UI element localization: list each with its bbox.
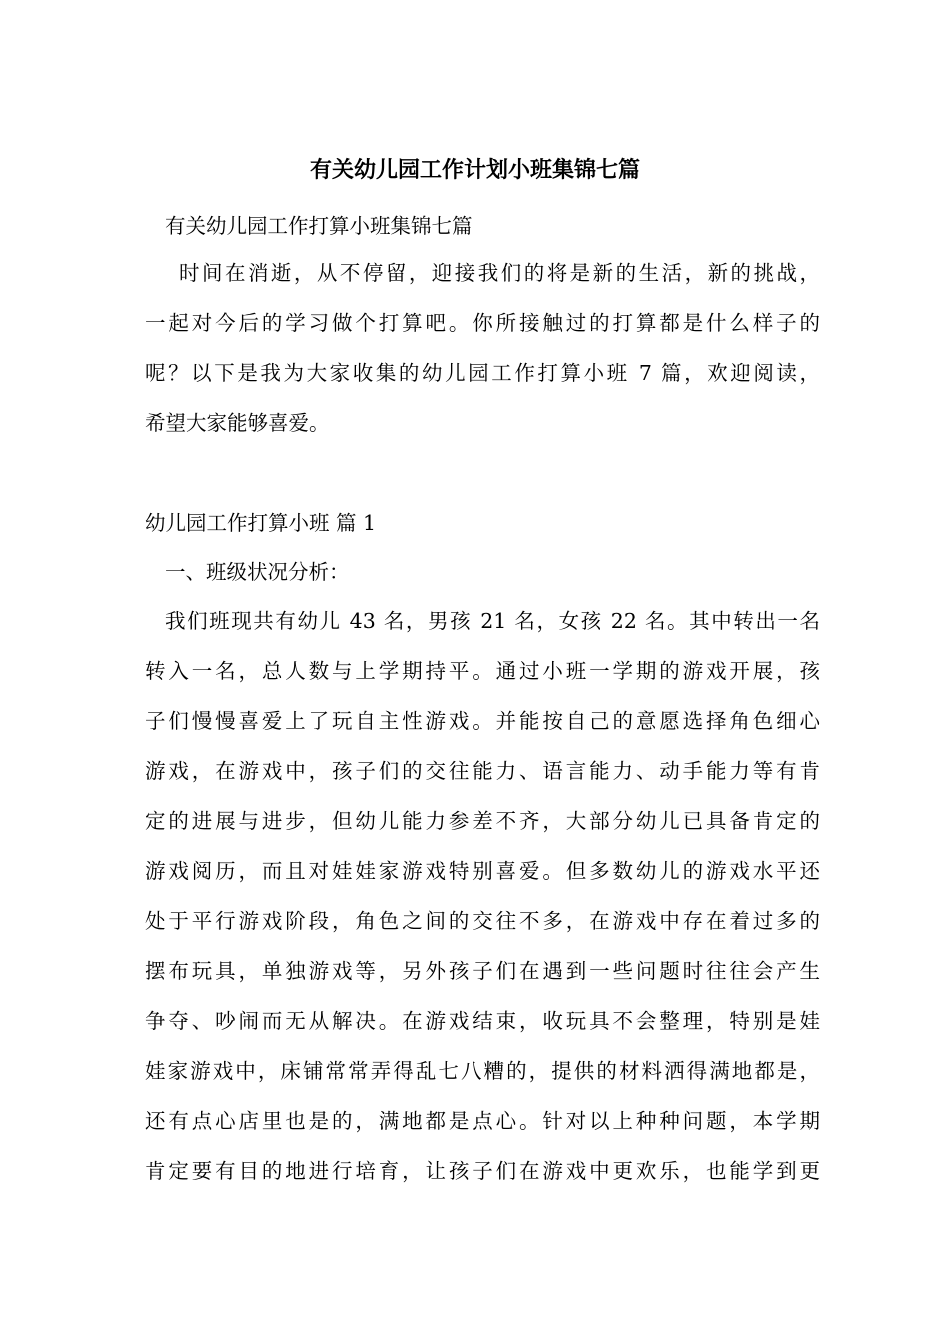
body-line: 定的进展与进步，但幼儿能力参差不齐，大部分幼儿已具备肯定的 xyxy=(145,809,820,833)
body-line: 子们慢慢喜爱上了玩自主性游戏。并能按自己的意愿选择角色细心 xyxy=(145,709,820,733)
body-line: 肯定要有目的地进行培育，让孩子们在游戏中更欢乐，也能学到更 xyxy=(145,1159,820,1183)
document-title: 有关幼儿园工作计划小班集锦七篇 xyxy=(309,158,640,183)
intro-line: 呢？以下是我为大家收集的幼儿园工作打算小班 7 篇，欢迎阅读， xyxy=(145,361,820,385)
body-line: 游戏阅历，而且对娃娃家游戏特别喜爱。但多数幼儿的游戏水平还 xyxy=(145,859,820,883)
body-line: 游戏，在游戏中，孩子们的交往能力、语言能力、动手能力等有肯 xyxy=(145,759,820,783)
subsection-heading: 一、班级状况分析： xyxy=(165,560,350,584)
section-heading: 幼儿园工作打算小班 篇 1 xyxy=(145,511,377,535)
body-line: 还有点心店里也是的，满地都是点心。针对以上种种问题，本学期 xyxy=(145,1109,820,1133)
body-line: 摆布玩具，单独游戏等，另外孩子们在遇到一些问题时往往会产生 xyxy=(145,959,820,983)
intro-line: 一起对今后的学习做个打算吧。你所接触过的打算都是什么样子的 xyxy=(145,311,820,335)
body-line: 处于平行游戏阶段，角色之间的交往不多，在游戏中存在着过多的 xyxy=(145,909,820,933)
body-line: 娃家游戏中，床铺常常弄得乱七八糟的，提供的材料洒得满地都是， xyxy=(145,1059,820,1083)
document-subtitle: 有关幼儿园工作打算小班集锦七篇 xyxy=(165,214,473,238)
body-line: 争夺、吵闹而无从解决。在游戏结束，收玩具不会整理，特别是娃 xyxy=(145,1009,820,1033)
intro-line: 时间在消逝，从不停留，迎接我们的将是新的生活，新的挑战， xyxy=(179,261,820,285)
body-line: 转入一名，总人数与上学期持平。通过小班一学期的游戏开展，孩 xyxy=(145,659,820,683)
intro-line: 希望大家能够喜爱。 xyxy=(145,411,330,435)
body-line: 我们班现共有幼儿 43 名，男孩 21 名，女孩 22 名。其中转出一名 xyxy=(165,609,820,633)
